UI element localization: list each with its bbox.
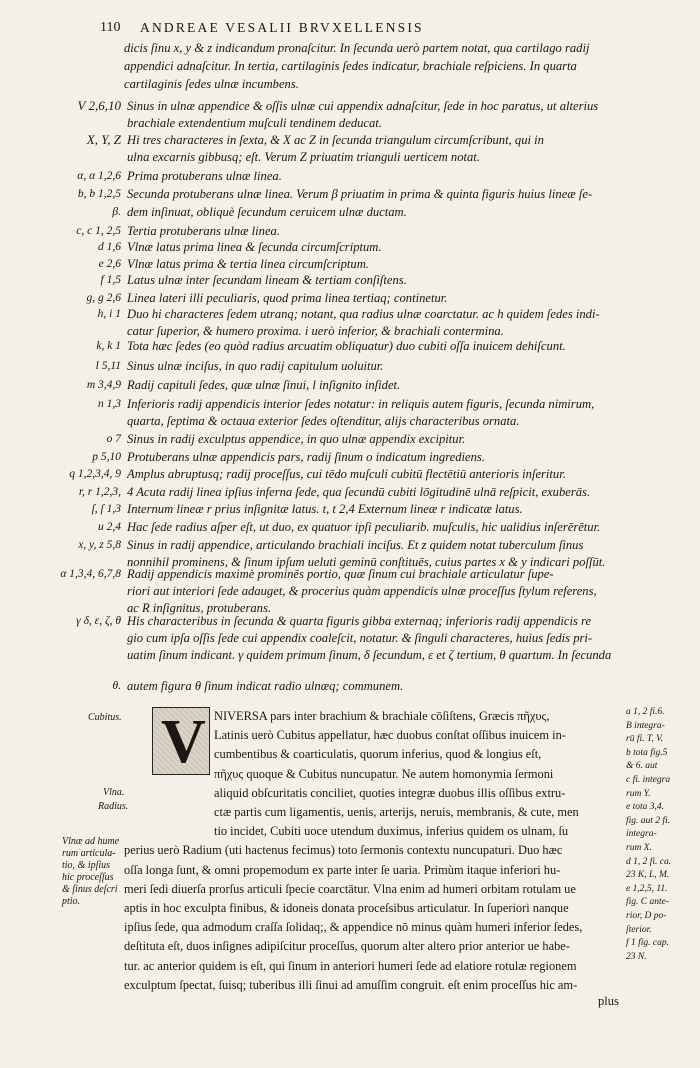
- legend-line: Prima protuberans ulnæ linea.: [127, 169, 282, 183]
- legend-line: Linea lateri illi peculiaris, quod prima linea tertiaq; continetur.: [127, 291, 448, 305]
- body-line: tio incidet, Cubiti uoce utendum duximus, inferius quidem os ulnam, ſu: [214, 824, 569, 839]
- legend-line: His characteribus in ſecunda & quarta figuris gibba externaq; inferioris radij appendicis re: [127, 614, 592, 628]
- legend-line: Sinus in radij appendice, articulando brachiali inciſus. Et z quidem notat tuberculum ſinus: [127, 538, 584, 552]
- legend-line: quarta, ſeptima & octaua exterior ſedes oſtenditur, alijs characteribus ornata.: [127, 414, 520, 428]
- intro-line: appendici adnaſcitur. In tertia, cartilaginis ſedes indicatur, brachiale reſpiciens. In quarta: [124, 59, 577, 73]
- right-margin-note: 23 K, L, M.: [626, 870, 670, 881]
- legend-tag: d 1,6: [98, 241, 121, 253]
- body-line: exculptum ſpectat, ſuisq; tuberibus illi ſinui ad amuſſim congruit. eſt enim proceſſus hic am-: [124, 977, 578, 992]
- legend-line: gio cum ipſa oſſis ſede cui appendix coaleſcit, notatur. & ſinguli characteres, huius ſedis pri-: [127, 631, 593, 645]
- margin-note-cubitus: Cubitus.: [88, 712, 122, 723]
- legend-line: Radij capituli ſedes, quæ ulnæ ſinui, l inſignito inſidet.: [127, 378, 401, 392]
- legend-line: ulna excarnis gibbusq; eſt. Verum Z priuatim trianguli uerticem notat.: [127, 150, 480, 164]
- body-line: deſtituta eſt, duos inſignes adipiſcitur proceſſus, quorum alter altero prior anterior ue habe-: [124, 939, 570, 954]
- legend-tag: ſ, ſ 1,3: [91, 503, 121, 515]
- legend-tag: g, g 2,6: [86, 292, 121, 304]
- legend-line: Latus ulnæ inter ſecundam lineam & tertiam conſiſtens.: [127, 273, 407, 287]
- legend-line: Secunda protuberans ulnæ linea. Verum β priuatim in prima & quinta figuris huius lineæ ſe-: [127, 187, 593, 201]
- body-line: ctæ partis cum ligamentis, uenis, arterijs, neruis, membranis, & cute, men: [214, 805, 579, 819]
- right-margin-note: c fi. integra: [626, 775, 671, 785]
- right-margin-note: integra-: [626, 829, 657, 840]
- legend-tag: b, b 1,2,5: [77, 188, 121, 200]
- legend-line: riori aut interiori ſede adauget, & procerius quàm appendicis ulnæ proceſſus ſtylum referens,: [127, 584, 597, 598]
- legend-line: Inferioris radij appendicis interior ſedes notatur: in reliquis autem figuris, ſecunda nimirum,: [127, 397, 595, 411]
- body-line: tur. ac anterior quidem is eſt, qui ſinum in anteriori humeri ſede ad elatiore rotulæ regionem: [124, 958, 577, 973]
- drop-cap-letter: V: [161, 708, 206, 776]
- legend-tag: h, i 1: [97, 308, 121, 320]
- legend-line: Sinus in radij exculptus appendice, in quo ulnæ appendix excipitur.: [127, 432, 466, 446]
- legend-line: Sinus in ulnæ appendice & oſſis ulnæ cui appendix adnaſcitur, ſede in hoc paratus, ut alterius: [127, 99, 599, 113]
- legend-line: uatim ſinum indicant. γ quidem primum ſinum, δ ſecundum, ε et ζ tertium, θ quartum. In ſecunda: [127, 648, 612, 662]
- intro-line: dicis ſinu x, y & z indicandum pronaſcitur. In ſecunda uerò partem notat, qua cartilago radij: [124, 41, 590, 55]
- legend-tag: γ δ, ε, ζ, θ: [76, 615, 121, 627]
- legend-tag: θ.: [112, 680, 121, 692]
- legend-line: Vlnæ latus prima linea & ſecunda circumſcriptum.: [127, 240, 382, 254]
- legend-line: Tertia protuberans ulnæ linea.: [127, 224, 281, 238]
- running-title: ANDREAE VESALII BRVXELLENSIS: [140, 20, 424, 35]
- legend-line: nonnihil prominens, & ſinum ipſum ueluti geminū conſtituēs, cuius partes x & y indicari poſſūt.: [127, 555, 606, 569]
- right-margin-note: rior, D po-: [626, 911, 667, 921]
- legend-line: Hac ſede radius aſper eſt, ut duo, ex quatuor ipſi peculiarib. muſculis, hic ualidius inſerērētur.: [127, 520, 601, 534]
- body-line: aptis in hoc exculpta finibus, & idoneis donata proceſsibus articulatur. In ſuperiori nanque: [124, 901, 569, 915]
- right-margin-note: d 1, 2 fi. ca.: [626, 856, 672, 867]
- legend-line: dem inſinuat, obliquè ſecundum ceruicem ulnæ ductam.: [127, 205, 407, 219]
- legend-line: Amplus abruptusq; radij proceſſus, cui tēdo muſculi cubitū flectētiū anterioris inſeritur.: [127, 467, 566, 481]
- legend-line: Hi tres characteres in ſexta, & X ac Z in ſecunda triangulum circumſcribunt, qui in: [127, 133, 544, 147]
- legend-line: 4 Acuta radij linea ipſius inferna ſede, qua ſecundū cubiti lōgitudinē ulnā reſpicit, exuberās.: [127, 485, 591, 499]
- legend-tag: l 5,11: [95, 360, 121, 372]
- right-margin-note: f 1 fig. cap.: [626, 938, 670, 949]
- intro-line: cartilaginis ſedes ulnæ incumbens.: [124, 77, 299, 91]
- legend-tag: c, c 1, 2,5: [76, 225, 121, 237]
- legend-tag: o 7: [106, 433, 121, 445]
- right-margin-note: rum X.: [626, 843, 652, 853]
- body-line: Latinis uerò Cubitus appellatur, hæc duobus conſtat oſſibus inuicem in-: [214, 728, 566, 743]
- legend-line: Radij appendicis maximè prominēs portio, quæ ſinum cui brachiale articulatur ſupe-: [127, 567, 554, 581]
- legend-line: Duo hi characteres ſedem utranq; notant, qua radius ulnæ coarctatur. ac h quidem ſedes indi-: [127, 307, 600, 321]
- legend-line: autem figura θ ſinum indicat radio ulnæq; communem.: [127, 679, 404, 693]
- right-margin-note: fig. C ante-: [626, 897, 670, 908]
- legend-tag: β.: [112, 206, 121, 218]
- margin-note-radius: Radius.: [98, 801, 129, 812]
- legend-line: Protuberans ulnæ appendicis pars, radij ſinum o indicatum ingrediens.: [127, 450, 485, 464]
- legend-tag: e 2,6: [98, 258, 121, 270]
- legend-tag: n 1,3: [98, 398, 121, 410]
- legend-tag: V 2,6,10: [77, 98, 121, 113]
- right-margin-note: e 1,2,5, 11.: [626, 883, 668, 894]
- body-line: perius uerò Radium (uti hactenus fecimus) toto ſermonis contextu nuncupaturi. Duo hæc: [124, 843, 563, 858]
- drop-cap-ornament: [152, 707, 210, 775]
- legend-tag: k, k 1: [96, 340, 121, 352]
- legend-tag: r, r 1,2,3,: [78, 486, 121, 498]
- legend-tag: x, y, z 5,8: [78, 539, 121, 551]
- legend-line: ac R inſignitus, protuberans.: [127, 601, 272, 615]
- right-margin-note: fig. aut 2 fi.: [626, 815, 671, 826]
- margin-note-ulna-articulation: Vlnæ ad hume rum articula- tio, & ipſius hic proceſſus & ſinus deſcri ptio.: [62, 836, 120, 907]
- legend-line: brachiale extendentium muſculi tendinem deducat.: [127, 116, 382, 130]
- legend-tag: u 2,4: [98, 521, 121, 533]
- right-margin-note: e tota 3,4.: [626, 802, 664, 813]
- legend-line: Tota hæc ſedes (eo quòd radius arcuatim obliquatur) duo cubiti oſſa inuicem dehiſcunt.: [127, 339, 566, 353]
- legend-tag: α, α 1,2,6: [77, 170, 121, 182]
- right-margin-note: B integra-: [626, 720, 665, 731]
- right-margin-note: 23 N.: [626, 951, 647, 962]
- legend-line: catur ſuperior, & humero proxima. i uerò inferior, & brachiali contermina.: [127, 324, 504, 338]
- body-line: oſſa longa ſunt, & omni propemodum ex parte inter ſe uaria. Primùm itaque inferiori hu-: [124, 862, 561, 877]
- legend-line: Sinus ulnæ inciſus, in quo radij capitulum uoluitur.: [127, 359, 384, 373]
- body-line: aliquid obſcuritatis conciliet, quoties integræ duobus illis oſſibus extru-: [214, 785, 566, 800]
- margin-note-ulna: Vlna.: [103, 787, 125, 798]
- body-line: πῆχυς quoque & Cubitus nuncupatur. Ne autem homonymia ſermoni: [214, 766, 554, 781]
- legend-tag: m 3,4,9: [86, 379, 121, 391]
- legend-line: Vlnæ latus prima & tertia linea circumſcriptum.: [127, 257, 369, 271]
- legend-tag: p 5,10: [92, 451, 121, 463]
- body-line: meri ſedi diuerſa prorſus articuli ſpecie coarctātur. Vlna enim ad humeri orbitam rotulam ue: [124, 881, 576, 896]
- body-line: cumbentibus & coarticulatis, quorum inferius, quod & longius eſt,: [214, 747, 542, 762]
- right-margin-note: rū fi. T, V.: [626, 734, 664, 745]
- right-margin-note: b tota fig.5: [626, 747, 668, 758]
- right-margin-note: a 1, 2 fi.6.: [626, 707, 665, 717]
- legend-tag: X, Y, Z: [86, 132, 121, 147]
- catchword: plus: [598, 994, 619, 1008]
- legend-tag: f 1,5: [100, 274, 121, 286]
- body-line: ipſius ſede, qua admodum craſſa ſolidaq;, & appendice nō minus quàm humeri inferior ſedes,: [124, 920, 583, 935]
- legend-tag: q 1,2,3,4, 9: [69, 468, 121, 480]
- right-margin-note: & 6. aut: [626, 761, 658, 772]
- right-margin-note: rum Y.: [626, 788, 651, 799]
- legend-tag: α 1,3,4, 6,7,8: [60, 568, 121, 580]
- page-number: 110: [100, 20, 121, 35]
- legend-line: Internum lineæ r prius inſignitæ latus. t, t 2,4 Externum lineæ r indicatæ latus.: [127, 502, 523, 516]
- body-line: NIVERSA pars inter brachium & brachiale cōſiſtens, Græcis πῆχυς,: [214, 709, 550, 723]
- right-margin-note: ſterior.: [626, 924, 652, 935]
